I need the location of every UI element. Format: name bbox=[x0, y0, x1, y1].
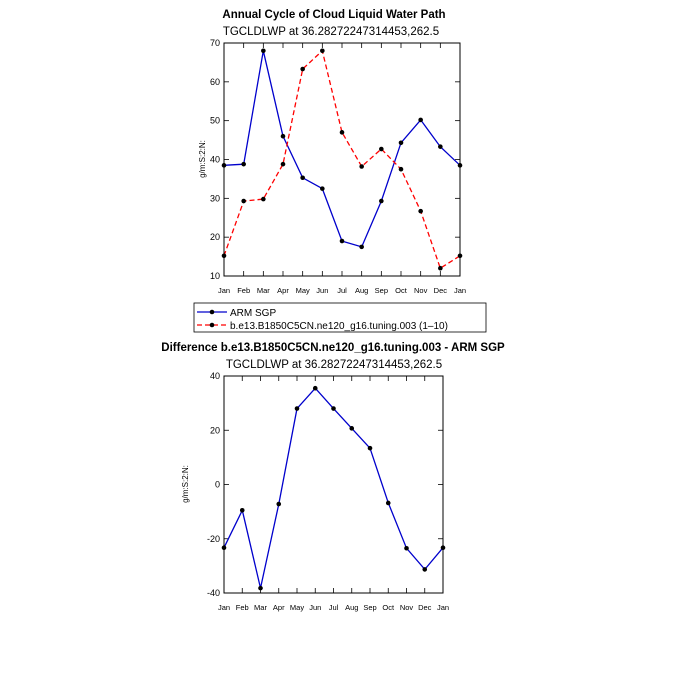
data-point bbox=[379, 147, 384, 152]
y-tick-label: 70 bbox=[209, 38, 220, 48]
x-tick-label: Aug bbox=[345, 603, 359, 612]
data-point bbox=[379, 199, 384, 204]
data-point bbox=[386, 501, 391, 506]
y-tick-label: 10 bbox=[209, 271, 220, 281]
data-point bbox=[258, 586, 263, 591]
x-tick-label: Feb bbox=[237, 286, 251, 295]
data-point bbox=[422, 567, 427, 572]
data-point bbox=[300, 175, 305, 180]
x-tick-label: May bbox=[289, 603, 305, 612]
data-point bbox=[320, 186, 325, 191]
legend-label-model: b.e13.B1850C5CN.ne120_g16.tuning.003 (1–10) bbox=[230, 321, 448, 332]
x-tick-label: Jul bbox=[337, 286, 347, 295]
x-tick-label: Jan bbox=[436, 603, 450, 612]
y-tick-label: 60 bbox=[209, 76, 220, 87]
data-point bbox=[359, 245, 364, 250]
y-tick-label: 0 bbox=[214, 479, 220, 490]
x-tick-label: Sep bbox=[374, 286, 389, 295]
x-tick-label: Feb bbox=[235, 603, 249, 612]
chart-subtitle: TGCLDLWP at 36.28272247314453,262.5 bbox=[225, 359, 443, 371]
data-point bbox=[399, 141, 404, 146]
legend-label-arm-sgp: ARM SGP bbox=[230, 308, 277, 319]
x-tick-label: May bbox=[295, 286, 310, 295]
data-point bbox=[240, 508, 245, 513]
x-tick-label: Jan bbox=[217, 286, 231, 295]
y-tick-label: 40 bbox=[209, 154, 220, 165]
annual-cycle-panel bbox=[194, 9, 486, 332]
x-tick-label: Jul bbox=[328, 603, 339, 612]
x-tick-label: Oct bbox=[395, 286, 407, 295]
x-tick-label: Aug bbox=[354, 286, 369, 295]
chart-subtitle: TGCLDLWP at 36.28272247314453,262.5 bbox=[222, 26, 440, 38]
data-point bbox=[276, 502, 281, 507]
series-group bbox=[222, 48, 463, 270]
y-ticks bbox=[210, 38, 460, 281]
data-point bbox=[320, 48, 325, 53]
y-axis-label: g/m:S:2:N: bbox=[198, 140, 207, 178]
chart-title: Difference b.e13.B1850C5CN.ne120_g16.tuning.003 - ARM SGP bbox=[161, 342, 505, 354]
series-group bbox=[222, 386, 446, 591]
data-point bbox=[404, 546, 409, 551]
x-tick-label: Dec bbox=[433, 286, 448, 295]
x-tick-label: Mar bbox=[254, 603, 267, 612]
data-point bbox=[300, 67, 305, 72]
series-line-0 bbox=[224, 51, 460, 247]
x-ticks bbox=[218, 376, 449, 612]
chart-title: Annual Cycle of Cloud Liquid Water Path bbox=[222, 9, 446, 21]
y-tick-label: 20 bbox=[209, 425, 220, 436]
data-point bbox=[368, 446, 373, 451]
x-tick-label: Jun bbox=[316, 286, 329, 295]
series-line-1 bbox=[224, 51, 460, 268]
data-point bbox=[418, 209, 423, 214]
y-tick-label: 30 bbox=[209, 193, 220, 204]
data-point bbox=[331, 406, 336, 411]
difference-panel bbox=[161, 342, 505, 612]
series-line-0 bbox=[224, 388, 443, 588]
legend-marker-model bbox=[210, 323, 215, 328]
x-tick-label: Oct bbox=[382, 603, 395, 612]
x-tick-label: Nov bbox=[399, 603, 414, 612]
x-tick-label: Dec bbox=[418, 603, 432, 612]
data-point bbox=[281, 134, 286, 139]
data-point bbox=[340, 130, 345, 135]
data-point bbox=[349, 426, 354, 431]
data-point bbox=[241, 162, 246, 167]
x-tick-label: Apr bbox=[277, 286, 289, 295]
data-point bbox=[438, 144, 443, 149]
x-tick-label: Jan bbox=[217, 603, 231, 612]
x-tick-label: Nov bbox=[413, 286, 428, 295]
y-tick-label: -20 bbox=[206, 533, 220, 544]
y-tick-label: 50 bbox=[209, 115, 220, 126]
data-point bbox=[340, 239, 345, 244]
data-point bbox=[359, 164, 364, 169]
data-point bbox=[241, 199, 246, 204]
data-point bbox=[313, 386, 318, 391]
y-ticks bbox=[207, 371, 443, 598]
legend-marker-arm-sgp bbox=[210, 310, 215, 315]
x-tick-label: Sep bbox=[363, 603, 377, 612]
data-point bbox=[281, 162, 286, 167]
x-tick-label: Apr bbox=[272, 603, 285, 612]
y-axis-label: g/m:S:2:N: bbox=[181, 465, 190, 503]
data-point bbox=[261, 197, 266, 202]
x-ticks bbox=[218, 43, 466, 295]
y-tick-label: 40 bbox=[209, 371, 220, 381]
y-tick-label: 20 bbox=[209, 232, 220, 243]
x-tick-label: Mar bbox=[256, 286, 270, 295]
x-tick-label: Jan bbox=[453, 286, 467, 295]
data-point bbox=[438, 266, 443, 271]
data-point bbox=[261, 48, 266, 53]
data-point bbox=[295, 406, 300, 411]
data-point bbox=[418, 118, 423, 123]
legend bbox=[194, 303, 486, 332]
y-tick-label: -40 bbox=[206, 588, 220, 598]
data-point bbox=[399, 167, 404, 172]
x-tick-label: Jun bbox=[309, 603, 322, 612]
